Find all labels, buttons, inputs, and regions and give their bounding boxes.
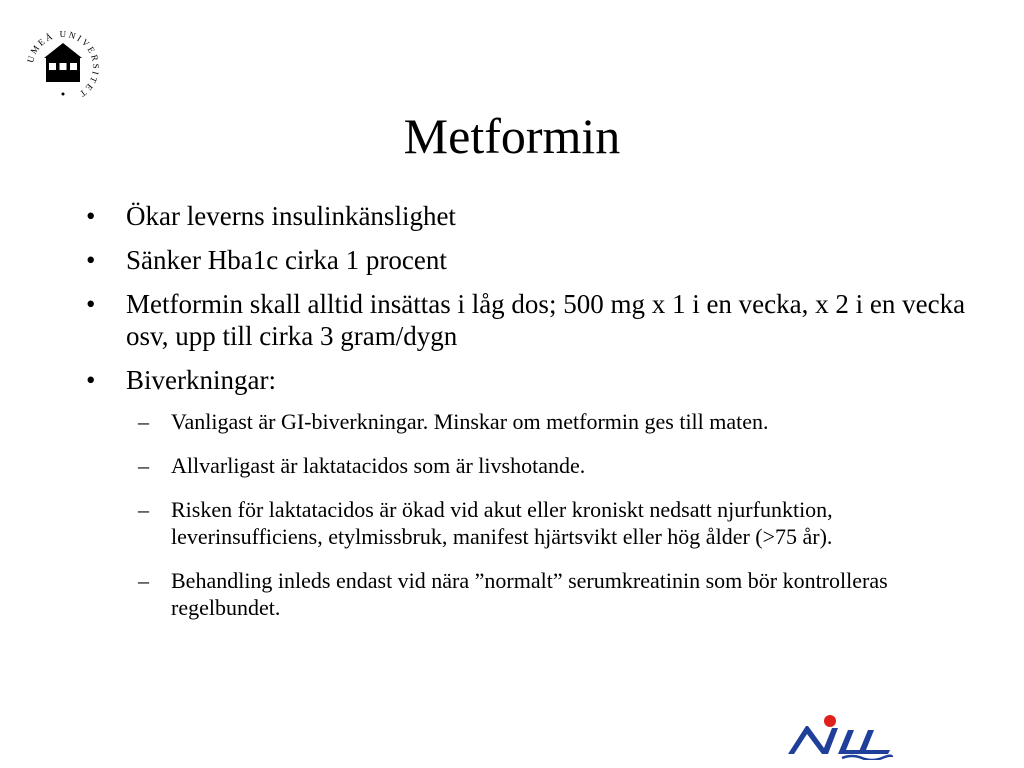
sub-bullet-text: Risken för laktatacidos är ökad vid akut eller kroniskt nedsatt njurfunktion, leverinsufficiens, etylmissbruk, manifest hjärtsvikt eller hög ålder (>75 år). (171, 497, 833, 549)
nll-logo-wave (842, 756, 892, 760)
sub-bullet-item (132, 567, 986, 621)
bullet-text: Sänker Hba1c cirka 1 procent (126, 245, 447, 275)
slide-content (86, 200, 986, 638)
bullet-text: Metformin skall alltid insättas i låg dos; 500 mg x 1 i en vecka, x 2 i en vecka osv, upp till cirka 3 gram/dygn (126, 289, 966, 351)
umea-university-logo (20, 24, 106, 110)
sub-bullet-text: Vanligast är GI-biverkningar. Minskar om metformin ges till maten. (171, 409, 769, 434)
sub-bullet-text: Behandling inleds endast vid nära ”normalt” serumkreatinin som bör kontrolleras regelbundet. (171, 568, 888, 620)
sub-bullet-text: Allvarligast är laktatacidos som är livshotande. (171, 453, 586, 478)
sub-bullet-item (132, 452, 986, 479)
bullet-text: Biverkningar: (126, 365, 276, 395)
sub-bullet-item (132, 496, 986, 550)
sub-bullet-marker: – (138, 497, 149, 522)
bullet-item (86, 288, 986, 352)
bullet-marker: • (86, 201, 96, 231)
bullet-marker: • (86, 245, 96, 275)
nll-logo-l2 (858, 730, 890, 754)
nll-logo (786, 712, 894, 760)
bullet-marker: • (86, 365, 96, 395)
slide-title: Metformin (403, 108, 621, 164)
logo-ring-text: UMEÅ UNIVERSITET (25, 28, 102, 101)
bullet-text: Ökar leverns insulinkänslighet (126, 201, 456, 231)
bullet-item (86, 200, 986, 232)
nll-logo-n (788, 726, 838, 754)
sub-bullet-marker: – (138, 568, 149, 593)
bullet-item (86, 364, 986, 396)
sub-bullet-marker: – (138, 409, 149, 434)
sub-bullet-marker: – (138, 453, 149, 478)
nll-logo-dot (824, 715, 836, 727)
bullet-item (86, 244, 986, 276)
sub-bullet-item (132, 408, 986, 435)
bullet-marker: • (86, 289, 96, 319)
